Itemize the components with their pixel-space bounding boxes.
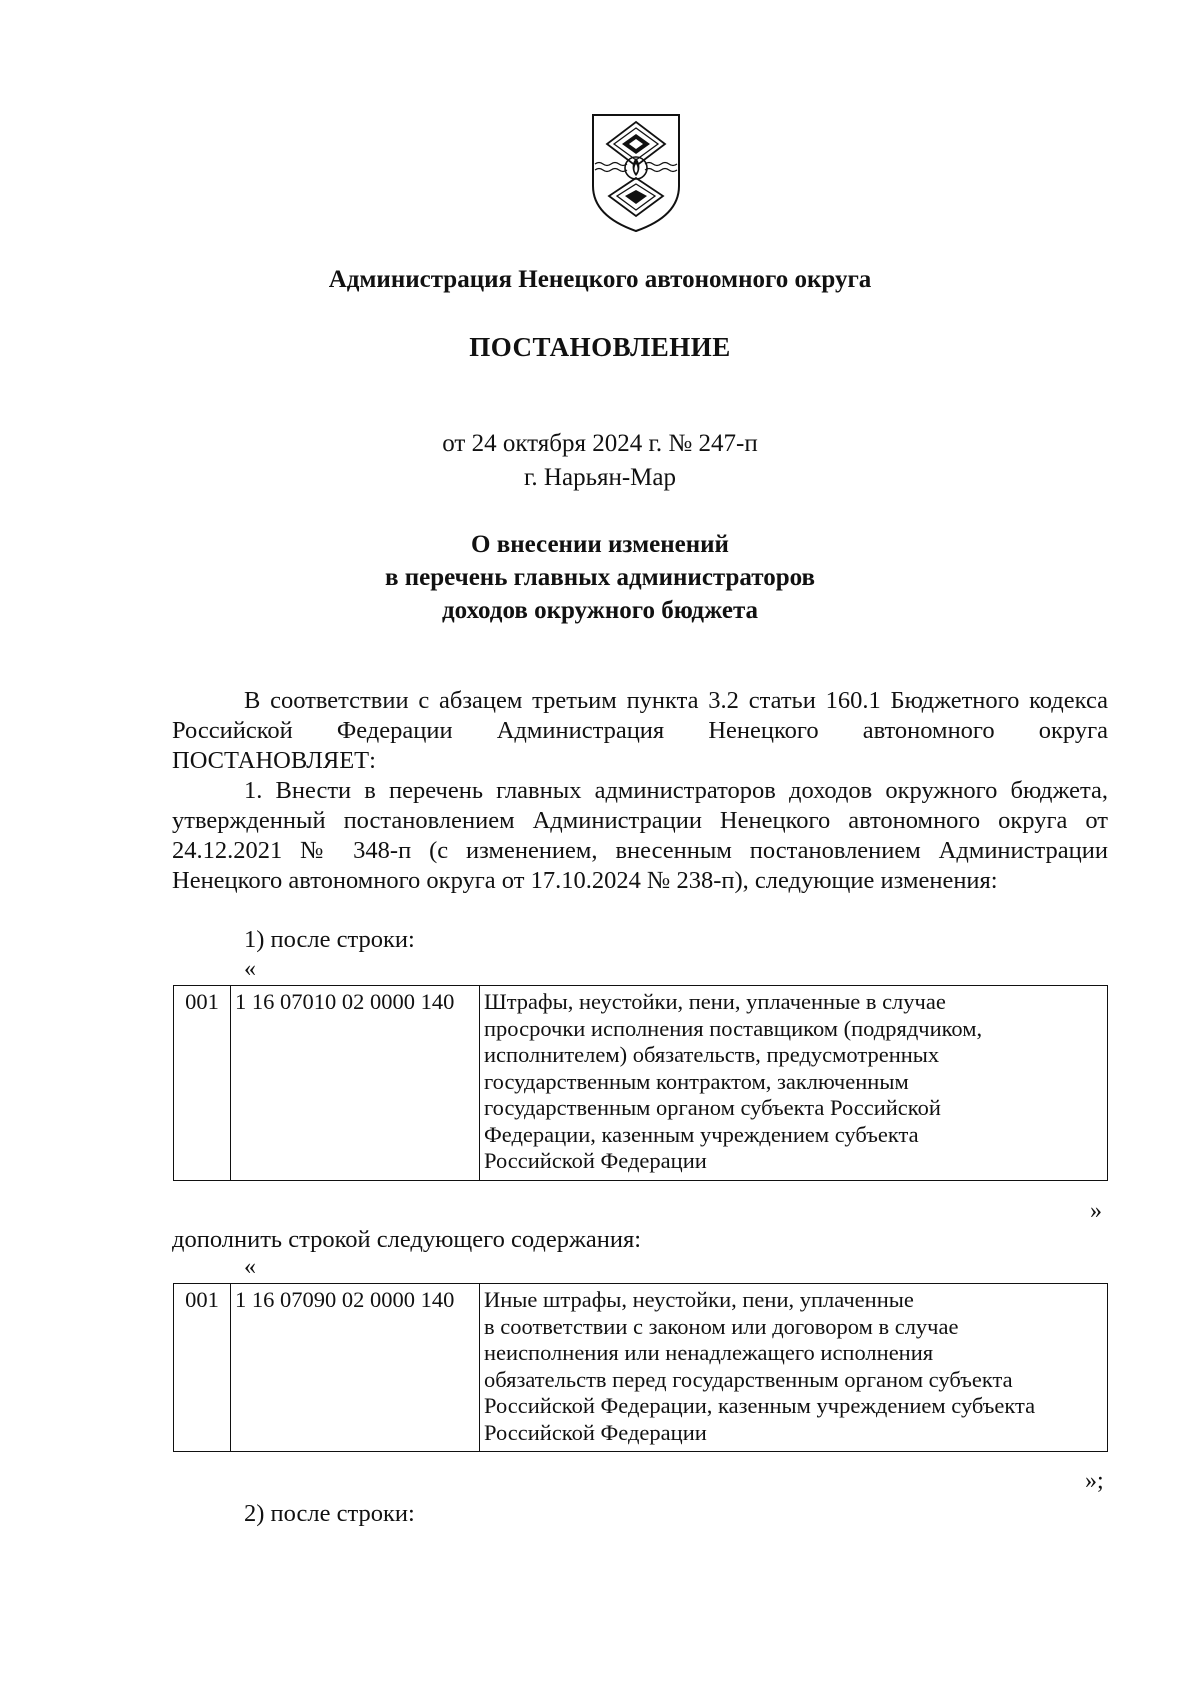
description-line: в соответствии с законом или договором в случае [484,1313,959,1339]
admin-code-cell: 001 [174,1284,231,1452]
title-line: в перечень главных администраторов [384,564,816,591]
intro-paragraph: В соответствии с абзацем третьим пункта 3.2 статьи 160.1 Бюджетного кодекса Российской Федерации Администрация Ненецкого автономного округа ПОСТАНОВЛЯЕТ: [172,687,1108,774]
nenets-coat-of-arms-icon [589,112,683,234]
date-number: от 24 октября 2024 г. № 247-п [442,430,758,457]
admin-code-cell: 001 [174,986,231,1181]
item-1-paragraph: 1. Внести в перечень главных администраторов доходов окружного бюджета, утвержденный постановлением Администрации Ненецкого автономного округа от 24.12.2021 № 348-п (с изменением, внесенным постановлением Администрации Ненецкого автономного округа от 17.10.2024 № 238-п), следующие изменения: [172,777,1108,894]
description-cell [480,986,1108,1181]
organization-name: Администрация Ненецкого автономного округа [328,266,872,293]
income-table-row-2 [173,1283,1108,1452]
description-line: просрочки исполнения поставщиком (подрядчиком, [484,1015,983,1041]
description-line: Российской Федерации [484,1419,707,1445]
city: г. Нарьян-Мар [523,464,676,491]
quote-close-semicolon: »; [1085,1468,1104,1494]
description-line: государственным контрактом, заключенным [484,1068,909,1094]
description-line: неисполнения или ненадлежащего исполнения [484,1340,934,1365]
title-line: доходов окружного бюджета [441,597,759,624]
description-line: Российской Федерации, казенным учреждением субъекта [484,1393,1036,1418]
description-line: обязательств перед государственным органом субъекта [484,1366,1013,1392]
kbk-cell: 1 16 07090 02 0000 140 [231,1284,480,1452]
quote-close: » [1090,1198,1102,1224]
description-line: Штрафы, неустойки, пени, уплаченные в случае [484,989,946,1014]
title-line: О внесении изменений [471,531,729,558]
kbk-cell: 1 16 07010 02 0000 140 [231,986,480,1181]
description-cell [480,1284,1108,1452]
document-type: ПОСТАНОВЛЕНИЕ [469,332,731,362]
document-title [0,528,1200,627]
description-line: Иные штрафы, неустойки, пени, уплаченные [484,1287,914,1312]
quote-open: « [244,1254,256,1280]
description-line: исполнителем) обязательств, предусмотренных [484,1042,940,1067]
quote-open: « [244,956,256,982]
description-line: государственным органом субъекта Российской [484,1095,941,1120]
description-line: Федерации, казенным учреждением субъекта [484,1121,919,1147]
description-line: Российской Федерации [484,1148,707,1173]
income-table-row-1 [173,985,1108,1181]
subitem-2-label: 2) после строки: [244,1500,415,1527]
supplement-text: дополнить строкой следующего содержания: [172,1226,642,1253]
subitem-1-label: 1) после строки: [244,926,415,953]
